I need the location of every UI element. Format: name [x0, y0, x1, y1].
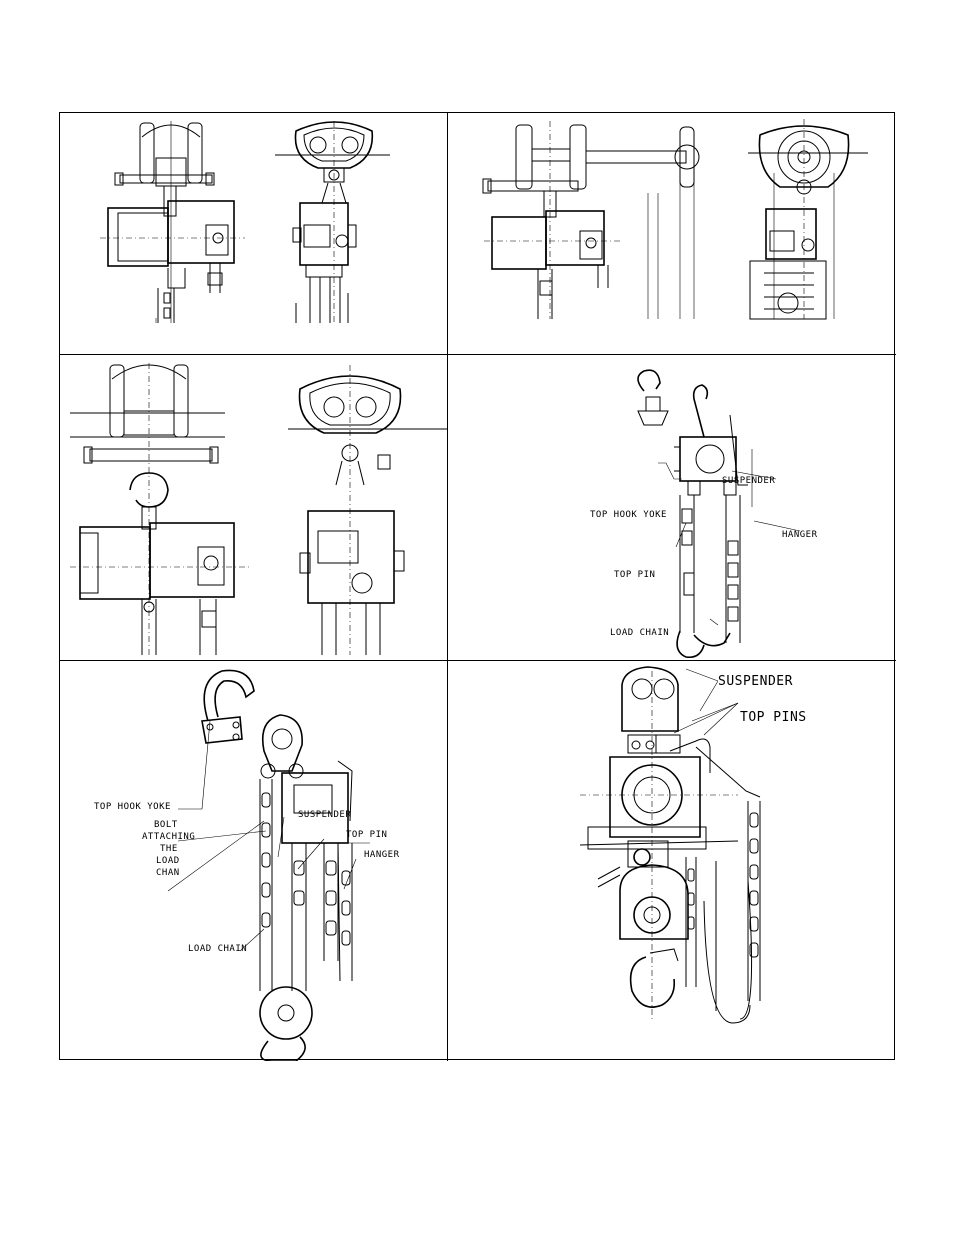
label-suspender: SUSPENDER	[718, 674, 793, 689]
hook-mounted-side-view	[70, 363, 250, 655]
panel-trolley-wide	[448, 113, 896, 354]
panel-trolley-geared	[60, 113, 447, 354]
large-hand-hoist-drawing	[448, 661, 896, 1061]
hook-mounted-end-view	[288, 365, 447, 655]
trolley-end-view	[275, 121, 390, 323]
label-top-pin: TOP PIN	[346, 830, 388, 840]
label-load: LOAD	[156, 856, 180, 866]
large-hoist-body	[580, 667, 760, 1023]
label-suspender: SUSPENDER	[298, 810, 352, 820]
label-top-hook-yoke: TOP HOOK YOKE	[590, 510, 667, 520]
label-top-pins: TOP PINS	[740, 710, 807, 725]
detail-hook-yoke	[202, 670, 254, 743]
label-top-hook-yoke: TOP HOOK YOKE	[94, 802, 171, 812]
label-load-chain: LOAD CHAIN	[610, 628, 670, 638]
diagram-grid	[59, 112, 895, 1060]
hand-hoist-detail-drawing	[60, 661, 447, 1061]
panel-hand-hoist-detail	[60, 661, 447, 1061]
label-top-pin: TOP PIN	[614, 570, 656, 580]
label-chan: CHAN	[156, 868, 180, 878]
panel-hook-mounted	[60, 355, 447, 660]
wide-trolley-side-view	[483, 121, 699, 319]
label-bolt: BOLT	[154, 820, 178, 830]
label-attaching: ATTACHING	[142, 832, 196, 842]
wide-trolley-end-view	[748, 119, 868, 319]
label-suspender: SUSPENDER	[722, 476, 776, 486]
trolley-side-view	[100, 121, 245, 323]
panel-large-hand-hoist	[448, 661, 896, 1061]
hook-mounted-drawing	[60, 355, 447, 660]
panel-small-hand-hoist	[448, 355, 896, 660]
small-hand-hoist-drawing	[448, 355, 896, 660]
label-load-chain: LOAD CHAIN	[188, 944, 248, 954]
label-hanger: HANGER	[782, 530, 818, 540]
trolley-wide-drawing	[448, 113, 896, 354]
label-hanger: HANGER	[364, 850, 400, 860]
label-the: THE	[160, 844, 178, 854]
detail-hoist-body	[260, 715, 370, 1061]
trolley-geared-drawing	[60, 113, 447, 354]
